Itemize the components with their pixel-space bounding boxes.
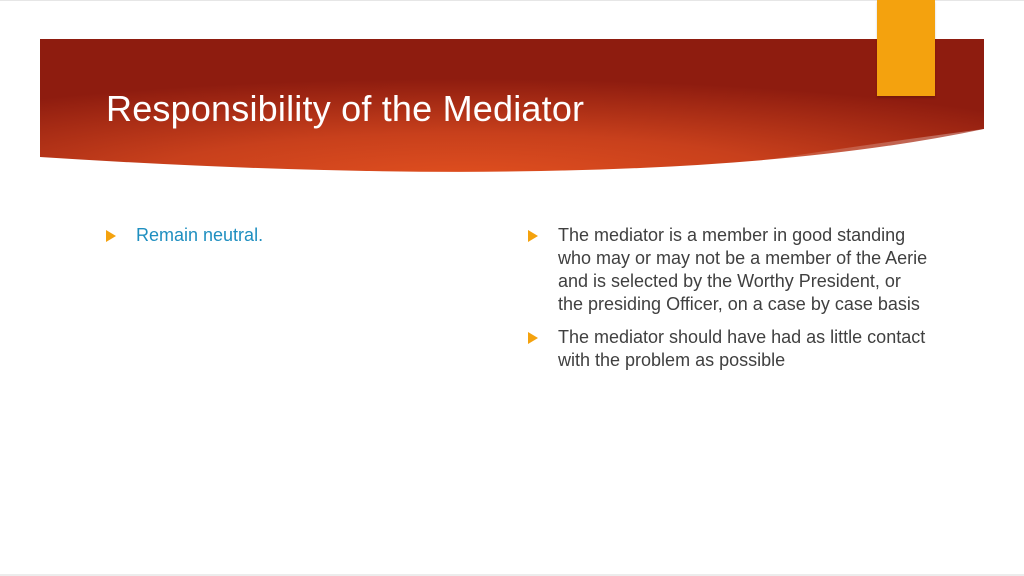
bullet-item bbox=[528, 224, 928, 316]
bullet-item bbox=[106, 224, 466, 247]
triangle-bullet-icon bbox=[528, 332, 538, 344]
accent-tab bbox=[877, 0, 935, 96]
right-bullet-list bbox=[528, 224, 928, 382]
top-divider bbox=[0, 0, 1024, 1]
bullet-text: Remain neutral. bbox=[136, 225, 264, 245]
bullet-item bbox=[528, 326, 928, 372]
slide-title: Responsibility of the Mediator bbox=[106, 88, 585, 129]
left-bullet-list bbox=[106, 224, 466, 257]
triangle-bullet-icon bbox=[528, 230, 538, 242]
bullet-text: The mediator should have had as little contact with the problem as possible bbox=[558, 327, 926, 370]
triangle-bullet-icon bbox=[106, 230, 116, 242]
bullet-text: The mediator is a member in good standing who may or may not be a member of the Aerie and is selected by the Worthy President, or the presiding Officer, on a case by case basis bbox=[558, 225, 928, 314]
